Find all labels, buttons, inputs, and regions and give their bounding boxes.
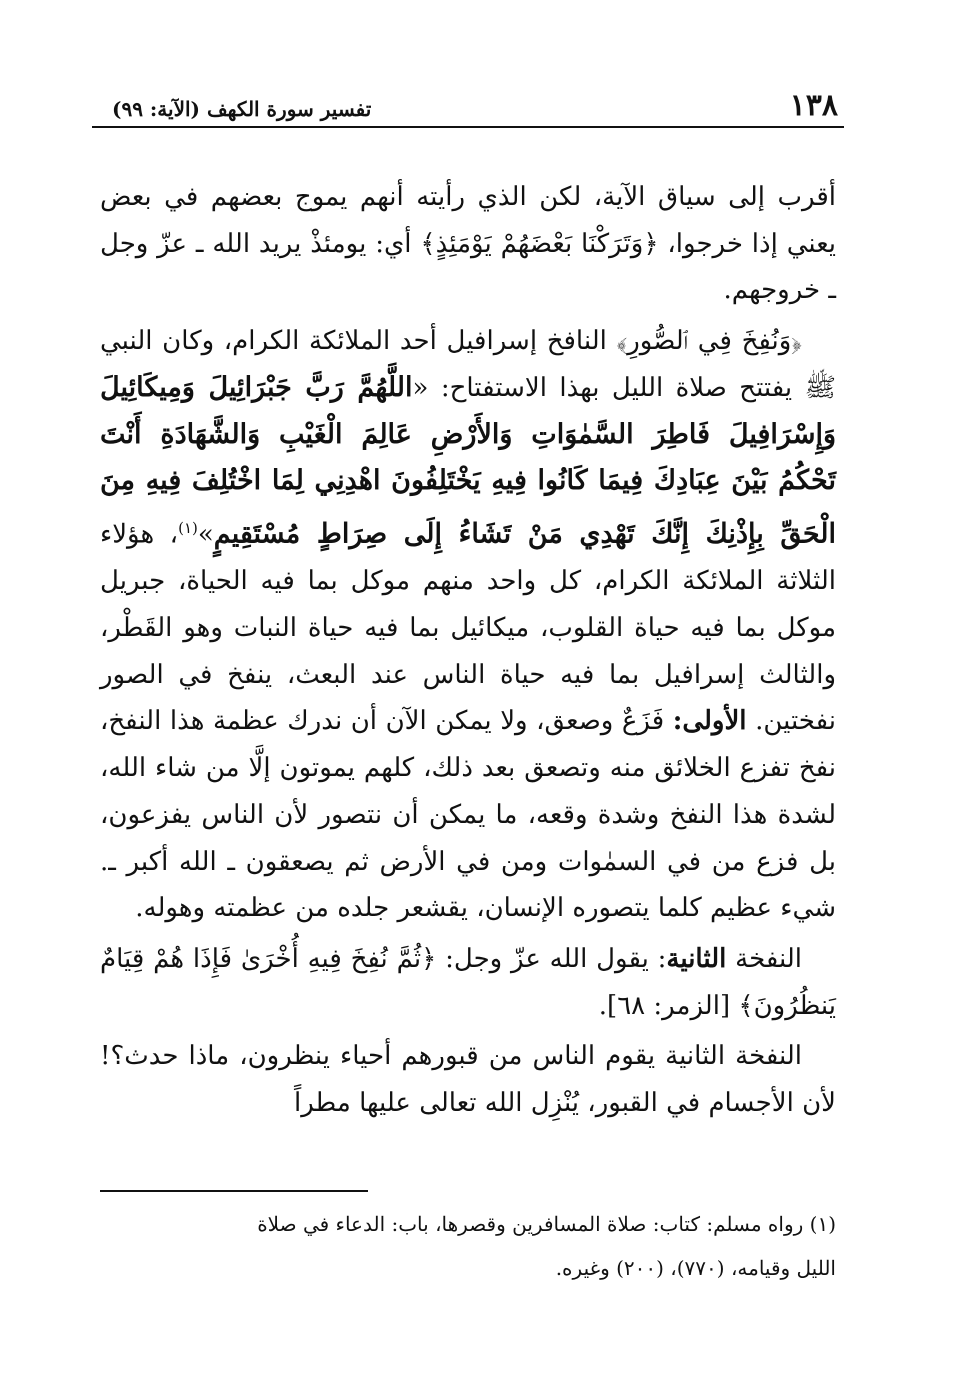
paragraph-4: النفخة الثانية يقوم الناس من قبورهم أحياء ينظرون، ماذا حدث؟! لأن الأجسام في القبور، يُنْزِل الله تعالى عليها مطراً <box>100 1041 836 1119</box>
book-page <box>92 86 844 1316</box>
paragraph-3-pre: النفخة <box>726 943 802 974</box>
paragraph-3-text: : يقول الله عزّ وجل: ﴿ثُمَّ نُفِخَ فِيهِ أُخْرَىٰ فَإِذَا هُمْ قِيَامٌ يَنظُرُونَ﴾ [الزمر: ٦٨]. <box>100 943 836 1021</box>
running-title: تفسير سورة الكهف (الآية: ٩٩) <box>112 97 372 121</box>
paragraph-2 <box>100 318 836 932</box>
paragraph-2-rest: ، هؤلاء الثلاثة الملائكة الكرام، كل واحد منهم موكل بما فيه الحياة، جبريل موكل بما فيه حياة القلوب، ميكائيل بما فيه حياة النبات وهو القَطْر، والثالث إسرافيل بما فيه حياة الناس عند البعث، ينفخ في الصور نفختين. <box>100 519 836 737</box>
hadith-text: اللَّهُمَّ رَبَّ جَبْرَائِيلَ وَمِيكَائِيلَ وَإِسْرَافِيلَ فَاطِرَ السَّمٰوَاتِ وَالأَرْضِ عَالِمَ الْغَيْبِ وَالشَّهَادَةِ أَنْتَ تَحْكُمُ بَيْنَ عِبَادِكَ فِيمَا كَانُوا فِيهِ يَخْتَلِفُونَ اهْدِنِي لِمَا اخْتُلِفَ فِيهِ مِنَ الْحَقِّ بِإِذْنِكَ إِنَّكَ تَهْدِي مَنْ تَشَاءُ إِلَى صِرَاطٍ مُسْتَقِيمٍ <box>100 371 836 550</box>
footnote <box>100 1202 836 1290</box>
footnote-separator <box>100 1190 368 1192</box>
page-header <box>92 86 844 128</box>
first-blowing-label: الأولى: <box>672 706 747 737</box>
footnote-reference: (١) <box>178 518 198 537</box>
first-blowing-text: فَزَعٌ وصعق، ولا يمكن الآن أن ندرك عظمة هذا النفخ، نفخ تفزع الخلائق منه وتصعق بعد ذلك، كلهم يموتون إلَّا من شاء الله، لشدة هذا النفخ وشدة وقعه، ما يمكن أن نتصور لأن الناس يفزعون، بل فزع من في السمٰوات ومن في الأرض ثم يصعقون ـ الله أكبر ـ. شيء عظيم كلما يتصوره الإنسان، يقشعر جلده من عظمته وهوله. <box>100 706 836 924</box>
main-text <box>100 174 836 1127</box>
footnote-line-1: (١) رواه مسلم: كتاب: صلاة المسافرين وقصرها، باب: الدعاء في صلاة <box>257 1212 836 1236</box>
paragraph-1: أقرب إلى سياق الآية، لكن الذي رأيته أنهم يموج بعضهم في بعض يعني إذا خرجوا، ﴿وَتَرَكْنَا بَعْضَهُمْ يَوْمَئِذٍ﴾ أي: يومئذْ يريد الله ـ عزّ وجل ـ خروجهم. <box>100 182 836 306</box>
paragraph-3 <box>100 936 836 1029</box>
page-number: ١٣٨ <box>789 88 838 123</box>
second-blowing-label: الثانية <box>666 943 727 974</box>
hadith-close-quote: » <box>197 519 214 550</box>
paragraph-2-intro: ﴿وَنُفِخَ فِي ٱلصُّورِ﴾ النافخ إسرافيل أحد الملائكة الكرام، وكان النبي ﷺ يفتتح صلاة الليل بهذا الاستفتاح: « <box>100 326 836 403</box>
footnote-line-2: الليل وقيامه، (٧٧٠)، (٢٠٠) وغيره. <box>555 1256 836 1280</box>
